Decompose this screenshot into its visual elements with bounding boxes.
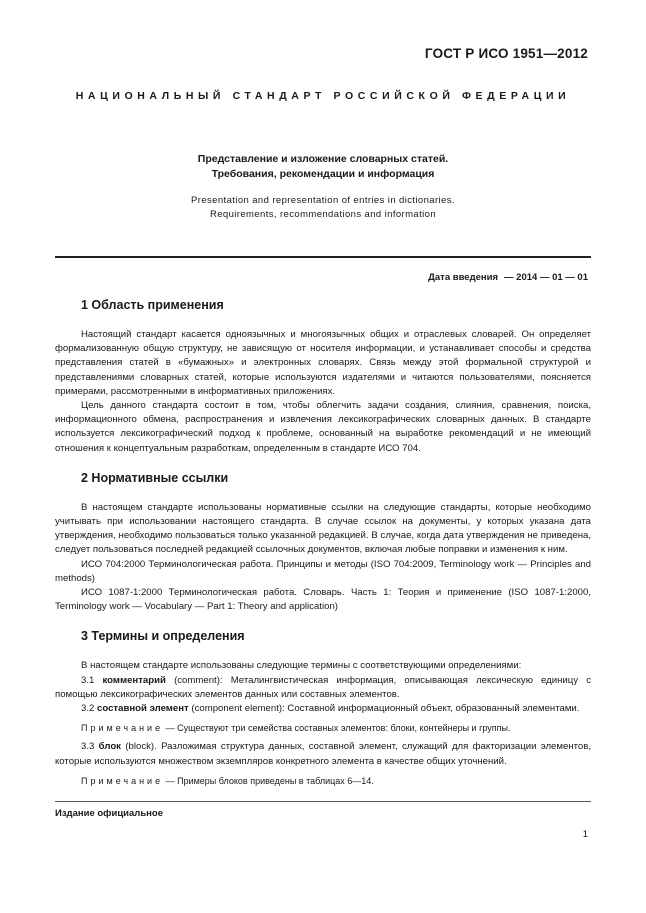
note-2-label: Примечание <box>81 775 164 786</box>
title-en-line-1: Presentation and representation of entries in dictionaries. <box>191 195 455 206</box>
section-1-paragraph-1: Настоящий стандарт касается одноязычных и многоязычных общих и отраслевых словарей. Он определяет формализованную общую структуру, не зависящую от носителя информации, и устанавливает способы и средства представления статей в «бумажных» и электронных словарях. Связь между этой формальной структурой и представлениями словарных статей, которые используются издателями и читаются пользователями, поясняется примерами, рассмотренными в информативных приложениях. <box>55 329 591 397</box>
footer-divider <box>55 801 591 802</box>
section-2-reference-2: ИСО 1087-1:2000 Терминологическая работа. Словарь. Часть 1: Теория и применение (ISO 1087-1:2000, Terminology work — Vocabulary — Part 1: Theory and application) <box>55 587 591 613</box>
document-number: ГОСТ Р ИСО 1951—2012 <box>424 46 588 61</box>
term-3-3-definition: (block). Разложимая структура данных, составной элемент, служащий для факторизации элементов, которые используются множеством экземпляров конкретного элемента в качестве общих уточнений. <box>55 741 592 767</box>
section-2-reference-2-wrap <box>55 586 591 614</box>
term-3-2 <box>55 702 591 716</box>
section-1-paragraph-2: Цель данного стандарта состоит в том, чтобы облегчить задачи создания, слияния, сравнения, поиска, информационного обмена, распространения и извлечения лексикографических словарных данных. В стандарте используется лексикографический подход к проблеме, основанный на выработке рекомендаций и не имеющий отношения к концептуальным разработкам, определенным в стандарте ИСО 704. <box>55 400 591 454</box>
section-2-paragraph-1: В настоящем стандарте использованы нормативные ссылки на следующие стандарты, которые необходимо учитывать при использовании настоящего стандарта. В случае ссылок на документы, у которых указана дата утверждения, необходимо пользоваться только указанной редакцией. В случае, когда дата утверждения не приведена, следует пользоваться последней редакцией ссылочных документов, включая любые поправки и изменения к ним. <box>55 501 591 556</box>
section-3-intro: В настоящем стандарте использованы следующие термины с соответствующими определениями: <box>81 660 522 672</box>
page-number: 1 <box>582 829 588 840</box>
national-standard-title: НАЦИОНАЛЬНЫЙ СТАНДАРТ РОССИЙСКОЙ ФЕДЕРАЦИИ <box>75 90 571 102</box>
note-1 <box>55 721 591 735</box>
document-title-ru <box>55 152 591 182</box>
term-3-1-term: комментарий <box>102 674 166 686</box>
term-3-2-definition: (component element): Составной информационный объект, образованный элементами. <box>191 703 580 715</box>
introduction-date <box>428 272 588 283</box>
note-2 <box>55 774 591 788</box>
document-title-en <box>55 194 591 222</box>
term-3-2-number: 3.2 <box>81 703 95 715</box>
term-3-1-number: 3.1 <box>81 674 95 686</box>
section-2-heading: 2 Нормативные ссылки <box>81 470 229 485</box>
term-3-3-number: 3.3 <box>81 741 95 753</box>
title-divider <box>55 256 591 258</box>
intro-date-value: — 2014 — 01 — 01 <box>504 272 588 283</box>
term-3-1-definition: (comment): Металингвистическая информация, описывающая лексическую единицу с помощью лексикографических элементов данных или составных элементов. <box>55 674 591 700</box>
note-1-label: Примечание <box>81 723 164 734</box>
document-body <box>55 296 591 788</box>
intro-date-label: Дата введения <box>428 272 499 283</box>
section-1-heading: 1 Область применения <box>81 298 224 312</box>
section-3-heading: 3 Термины и определения <box>81 629 245 644</box>
note-2-text: — Примеры блоков приведены в таблицах 6—14. <box>165 775 374 786</box>
title-ru-line-1: Представление и изложение словарных статей. <box>197 153 449 165</box>
title-en-line-2: Requirements, recommendations and information <box>209 209 437 220</box>
note-1-text: — Существуют три семейства составных элементов: блоки, контейнеры и группы. <box>165 723 511 734</box>
section-2-reference-1: ИСО 704:2000 Терминологическая работа. Принципы и методы (ISO 704:2009, Terminology work — Principles and methods) <box>55 558 591 584</box>
term-3-1 <box>55 674 591 702</box>
term-3-3-term: блок <box>98 741 121 753</box>
term-3-2-term: составной элемент <box>97 703 189 715</box>
title-ru-line-2: Требования, рекомендации и информация <box>211 168 435 180</box>
official-edition-label: Издание официальное <box>55 808 163 819</box>
term-3-3 <box>55 740 591 768</box>
